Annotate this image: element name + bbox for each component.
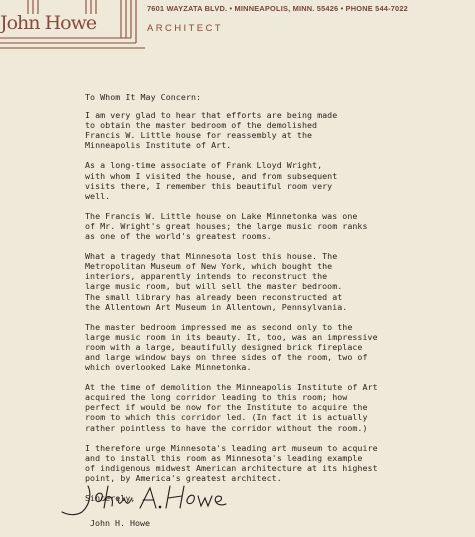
handwritten-signature [58,482,238,518]
letterhead-logo: John Howe [0,12,97,34]
letter-paragraph: The master bedroom impressed me as second only to the large music room in its beauty. It, too, was an impressive room with a large, beautifully designed brick fireplace and large window bays on three sides of the room, two of which overlooked Lake Minnetonka. [85,321,378,373]
letter-salutation: To Whom It May Concern: [85,92,202,102]
letter-paragraph: I am very glad to hear that efforts are being made to obtain the master bedroom of the demolished Francis W. Little house for reassembly at the Minneapolis Institute of Art. [85,110,338,151]
letterhead [0,0,475,50]
typed-signature-name: John H. Howe [90,518,150,528]
letter-body [85,92,460,503]
letterhead-address: 7601 WAYZATA BLVD. • MINNEAPOLIS, MINN. 55426 • PHONE 544-7022 [147,4,408,13]
letter-paragraph: What a tragedy that Minnesota lost this house. The Metropolitan Museum of New York, which bought the interiors, apparently intends to reconstruct the large music room, but will sell the master bedroom. The small library has already been reconstructed at the Allentown Art Museum in Allentown, Pennsylvania. [85,251,348,312]
letter-paragraph: The Francis W. Little house on Lake Minnetonka was one of Mr. Wright's great houses; the large music room ranks as one of the world's greatest rooms. [85,210,368,242]
letter-paragraph: At the time of demolition the Minneapolis Institute of Art acquired the long corridor leading to this room; how perfect if would be now for the Institute to acquire the room to which this corridor led. (In fact it is actually rather pointless to have the corridor without the room.) [85,382,378,433]
letter-paragraph: I therefore urge Minnesota's leading art museum to acquire and to install this room as Minnesota's leading example of indigenous midwest American architecture at its highest point, by America's greatest architect. [85,442,378,483]
letter-paragraph: As a long-time associate of Frank Lloyd Wright, with whom I visited the house, and from subsequent visits there, I remember this beautiful room very well. [85,160,338,201]
letterhead-title: ARCHITECT [147,23,223,34]
letter-closing: Sincerely, [85,493,136,503]
